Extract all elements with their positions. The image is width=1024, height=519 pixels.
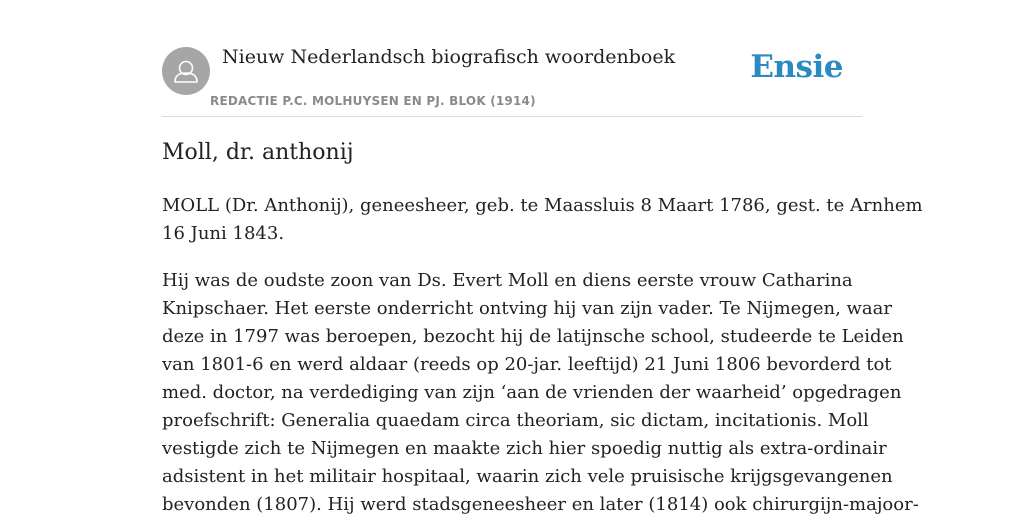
- paragraph-line: 16 Juni 1843.: [162, 223, 285, 244]
- paragraph-line: Hij was de oudste zoon van Ds. Evert Moll en diens eerste vrouw Catharina: [162, 270, 853, 291]
- paragraph-line: bevonden (1807). Hij werd stadsgeneesheer en later (1814) ook chirurgijn-majoor-: [162, 494, 919, 515]
- paragraph-line: adsistent in het militair hospitaal, waarin zich vele pruisische krijgsgevangenen: [162, 466, 893, 487]
- user-icon: [162, 47, 210, 95]
- paragraph-line: med. doctor, na verdediging van zijn ‘aan de vrienden der waarheid’ opgedragen: [162, 382, 902, 403]
- paragraph-line: van 1801-6 en werd aldaar (reeds op 20-jar. leeftijd) 21 Juni 1806 bevorderd tot: [162, 354, 892, 375]
- book-title[interactable]: Nieuw Nederlandsch biografisch woordenboek: [222, 46, 676, 68]
- page-container: [162, 0, 923, 515]
- article-paragraph: [162, 192, 923, 248]
- paragraph-line: deze in 1797 was beroepen, bezocht hij de latijnsche school, studeerde te Leiden: [162, 326, 904, 347]
- article-title: Moll, dr. anthonij: [162, 140, 354, 165]
- article-paragraph: [162, 267, 919, 519]
- paragraph-line: vestigde zich te Nijmegen en maakte zich hier spoedig nuttig als extra-ordinair: [162, 438, 887, 459]
- paragraph-line: proefschrift: Generalia quaedam circa theoriam, sic dictam, incitationis. Moll: [162, 410, 869, 431]
- book-editors: REDACTIE P.C. MOLHUYSEN EN PJ. BLOK (1914): [210, 94, 536, 108]
- paragraph-line: Knipschaer. Het eerste onderricht ontving hij van zijn vader. Te Nijmegen, waar: [162, 298, 892, 319]
- header: [162, 0, 862, 117]
- brand-logo[interactable]: Ensie: [750, 49, 843, 85]
- paragraph-line: MOLL (Dr. Anthonij), geneesheer, geb. te Maassluis 8 Maart 1786, gest. te Arnhem: [162, 195, 923, 216]
